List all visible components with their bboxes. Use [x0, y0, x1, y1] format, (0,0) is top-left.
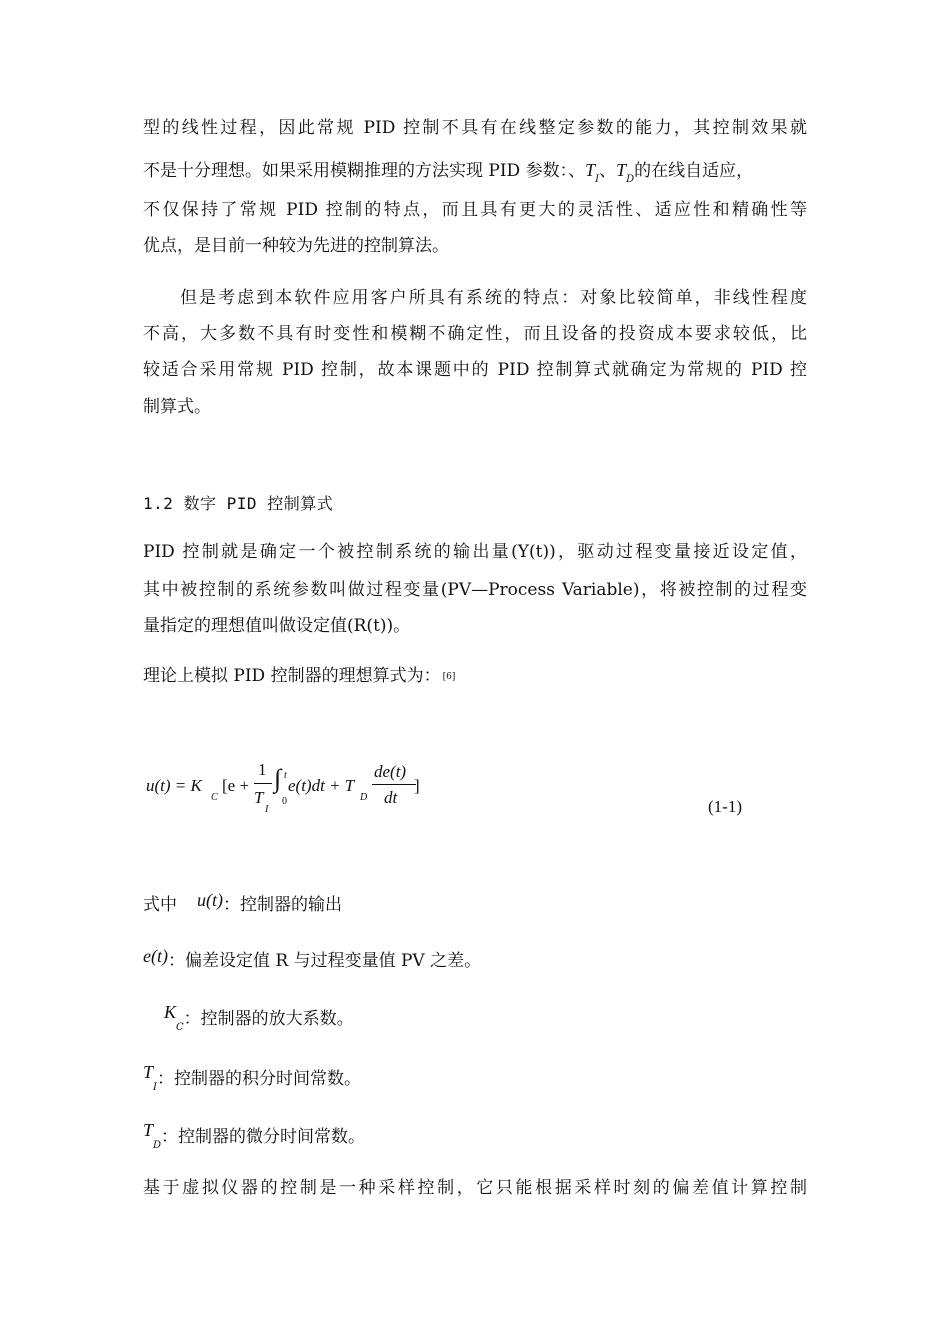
definition-td: [143, 1120, 366, 1152]
definition-prefix: 式中: [143, 895, 177, 915]
ti-def-subscript: I: [153, 1082, 157, 1093]
paragraph-1-line-3: 不仅保持了常规 PID 控制的特点，而且具有更大的灵活性、适应性和精确性等: [143, 200, 807, 220]
ti-subscript: I: [595, 174, 600, 185]
e-symbol: e(t): [143, 946, 168, 966]
eq-lhs: u(t) = K: [146, 776, 202, 795]
paragraph-2-line-4: 制算式。: [143, 397, 211, 417]
paragraph-3-line-3: 量指定的理想值叫做设定值(R(t))。: [143, 616, 411, 636]
paragraph-1-line-2-end: 的在线自适应，: [634, 161, 754, 181]
paragraph-3-line-1: PID 控制就是确定一个被控制系统的输出量(Y(t))，驱动过程变量接近设定值，: [143, 542, 807, 562]
eq-deriv-den: dt: [384, 788, 398, 807]
paragraph-5-line-1: 基于虚拟仪器的控制是一种采样控制，它只能根据采样时刻的偏差值计算控制: [143, 1178, 807, 1198]
pid-equation: [146, 758, 476, 828]
citation: [6]: [442, 672, 456, 682]
equation-number: (1-1): [708, 797, 742, 816]
eq-bracket-close: ]: [414, 776, 420, 795]
paragraph-3-line-2: 其中被控制的系统参数叫做过程变量(PV—Process Variable)，将被控制的过程变: [143, 580, 807, 600]
td-symbol: T: [616, 160, 627, 180]
paragraph-4-text: 理论上模拟 PID 控制器的理想算式为：: [143, 666, 441, 686]
eq-upper-limit: t: [284, 770, 287, 781]
eq-kc-sub: C: [211, 792, 218, 803]
ti-description: ：控制器的积分时间常数。: [156, 1069, 361, 1089]
e-description: ：偏差设定值 R 与过程变量值 PV 之差。: [167, 951, 482, 971]
definition-e: [143, 948, 481, 973]
eq-deriv-num: de(t): [374, 762, 407, 781]
td-subscript: D: [626, 174, 635, 185]
eq-frac-num: 1: [258, 760, 267, 779]
eq-integrand: e(t)dt + T: [288, 776, 355, 795]
eq-frac-bar: [254, 783, 272, 784]
kc-symbol: K: [164, 1002, 177, 1022]
paragraph-2-line-3: 较适合采用常规 PID 控制，故本课题中的 PID 控制算式就确定为常规的 PID 控: [143, 360, 807, 380]
paragraph-2-line-2: 不高，大多数不具有时变性和模糊不确定性，而且设备的投资成本要求较低，比: [143, 324, 807, 344]
paragraph-1-line-2-start: 不是十分理想。如果采用模糊推理的方法实现 PID 参数：、: [143, 161, 586, 181]
u-description: ：控制器的输出: [223, 895, 342, 915]
td-def-subscript: D: [153, 1140, 162, 1151]
td-def-symbol: T: [143, 1120, 154, 1140]
section-heading: 1.2 数字 PID 控制算式: [143, 494, 334, 513]
kc-subscript: C: [176, 1022, 184, 1033]
ti-def-symbol: T: [143, 1062, 154, 1082]
paragraph-1-line-4: 优点，是目前一种较为先进的控制算法。: [143, 236, 449, 256]
eq-deriv-bar: [372, 784, 416, 785]
definition-kc: [164, 1002, 354, 1034]
definition-ti: [143, 1062, 361, 1094]
definition-u: [143, 892, 342, 917]
eq-frac-den: T: [254, 788, 264, 807]
td-description: ：控制器的微分时间常数。: [161, 1127, 366, 1147]
symbol-separator: 、: [599, 161, 617, 181]
eq-bracket-open: [e +: [222, 776, 250, 795]
ti-symbol: T: [585, 160, 596, 180]
eq-frac-den-sub: I: [265, 804, 269, 815]
eq-lower-limit: 0: [282, 796, 287, 807]
eq-integral: ∫: [274, 764, 282, 793]
eq-td-sub: D: [360, 792, 368, 803]
paragraph-1-line-2: [143, 158, 807, 186]
paragraph-2-line-1: 但是考虑到本软件应用客户所具有系统的特点：对象比较简单，非线性程度: [180, 288, 807, 308]
paragraph-1-line-1: 型的线性过程，因此常规 PID 控制不具有在线整定参数的能力，其控制效果就: [143, 118, 807, 138]
u-symbol: u(t): [197, 890, 223, 910]
paragraph-4: [143, 664, 455, 689]
kc-description: ：控制器的放大系数。: [183, 1009, 354, 1029]
